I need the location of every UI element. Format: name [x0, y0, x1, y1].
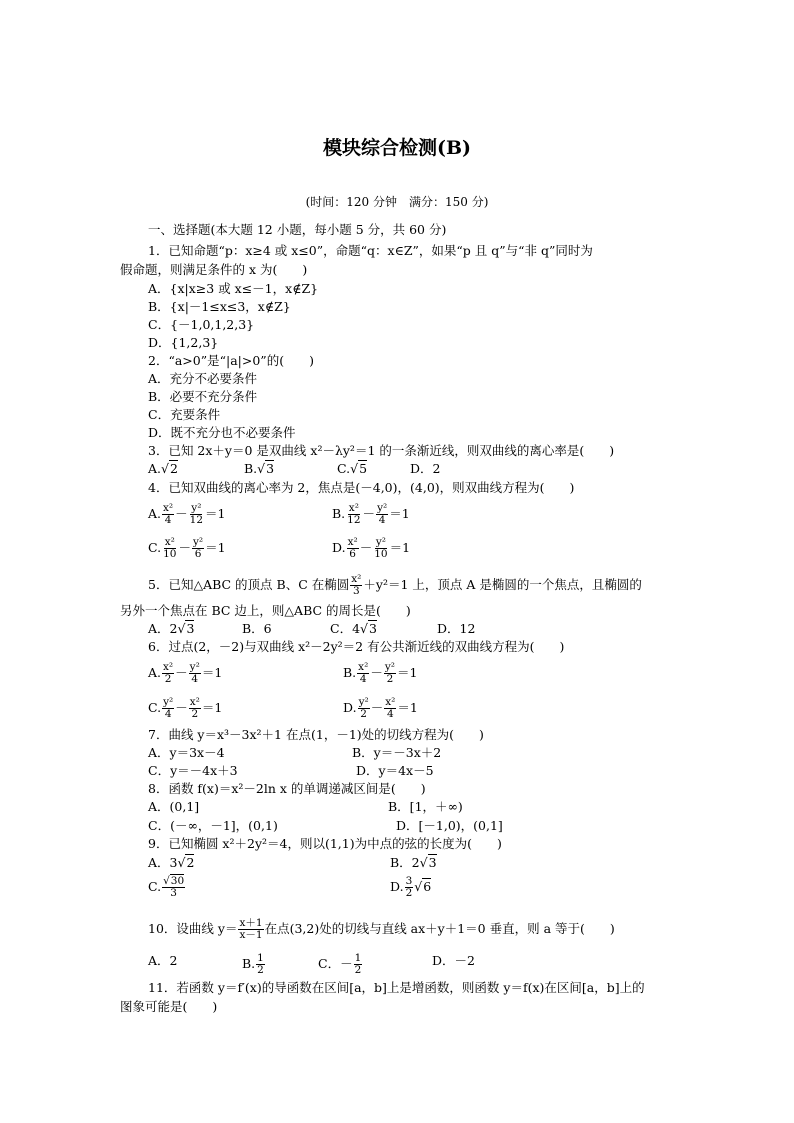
q2-option-d: D．既不充分也不必要条件 [148, 425, 296, 440]
q5-option-a: A．2√3 [148, 621, 195, 636]
q9-option-a: A．3√2 [148, 855, 195, 870]
q10-frac: $\frac{x+1}{x-1}$ [239, 917, 263, 941]
q4-a-label: A. [148, 506, 162, 521]
q4-option-d: D. $\frac{\text{x²}}{6}$ － $\frac{\text{y²}}{10}$ ＝1 [332, 536, 411, 560]
q7-stem: 7．曲线 y＝x³－3x²＋1 在点(1，－1)处的切线方程为( ) [148, 727, 484, 742]
q9-c-frac: $\frac{√30}{3}$ [163, 875, 185, 899]
q3-option-c: C.√5 [337, 461, 368, 476]
q4-option-b: B. $\frac{\text{x²}}{12}$ － $\frac{\text{y²}}{4}$ ＝1 [332, 502, 410, 526]
q9-option-b: B．2√3 [390, 855, 437, 870]
q8-option-a: A．(0,1] [148, 799, 200, 814]
q6-a-frac1: $\frac{\text{x²}}{2}$ [163, 661, 174, 685]
q4-d-label: D. [332, 540, 346, 555]
q6-c-frac1: $\frac{\text{y²}}{4}$ [163, 696, 174, 720]
q1-option-c: C．{－1,0,1,2,3} [148, 317, 255, 332]
q4-c-label: C. [148, 540, 162, 555]
q8-option-d: D．[－1,0)，(0,1] [396, 818, 503, 833]
q6-d-frac2: $\frac{\text{x²}}{4}$ [385, 696, 396, 720]
q4-stem: 4．已知双曲线的离心率为 2，焦点是(－4,0)，(4,0)，则双曲线方程为( ) [148, 480, 575, 495]
q5-stem-line2: 另外一个焦点在 BC 边上，则△ABC 的周长是( ) [120, 603, 411, 618]
q11-stem-line2: 图象可能是( ) [120, 999, 218, 1014]
q10-c-frac: $\frac{1}{2}$ [354, 952, 362, 976]
q4-c-frac2: $\frac{\text{y²}}{6}$ [192, 536, 204, 560]
q2-stem: 2．“a>0”是“|a|>0”的( ) [148, 353, 314, 368]
q8-stem: 8．函数 f(x)＝x²－2ln x 的单调递减区间是( ) [148, 781, 426, 796]
q4-option-c: C. $\frac{\text{x²}}{10}$ － $\frac{\text{y²}}{6}$ ＝1 [148, 536, 226, 560]
q11-stem-line1: 11．若函数 y＝f′(x)的导函数在区间[a，b]上是增函数，则函数 y＝f(x)在区间[a，b]上的 [148, 980, 645, 995]
q4-d-frac2: $\frac{\text{y²}}{10}$ [374, 536, 388, 560]
q1-option-a: A．{x|x≥3 或 x≤－1，x∉Z} [148, 281, 319, 296]
section-heading: 一、选择题(本大题 12 小题，每小题 5 分，共 60 分) [148, 222, 447, 237]
q4-a-frac2: $\frac{\text{y²}}{12}$ [189, 502, 204, 526]
q7-option-c: C．y＝－4x＋3 [148, 763, 238, 778]
q6-option-a: A. $\frac{\text{x²}}{2}$ － $\frac{\text{y²}}{4}$ ＝1 [148, 661, 223, 685]
q10-option-a: A．2 [148, 953, 178, 968]
q2-option-a: A．充分不必要条件 [148, 371, 258, 386]
q4-b-frac2: $\frac{\text{y²}}{4}$ [377, 502, 388, 526]
q10-option-d: D．－2 [432, 953, 475, 968]
q1-stem-line1: 1．已知命题“p：x≥4 或 x≤0”，命题“q：x∈Z”，如果“p 且 q”与“非 q”同时为 [148, 243, 593, 258]
q3-b-label: B. [244, 461, 258, 476]
q6-d-frac1: $\frac{\text{y²}}{2}$ [358, 696, 369, 720]
q4-d-frac1: $\frac{\text{x²}}{6}$ [347, 536, 358, 560]
q6-option-d: D. $\frac{\text{y²}}{2}$ － $\frac{\text{x²}}{4}$ ＝1 [343, 696, 418, 720]
q1-option-d: D．{1,2,3} [148, 335, 219, 350]
q3-a-label: A. [148, 461, 162, 476]
q10-b-frac: $\frac{1}{2}$ [257, 952, 264, 976]
q7-option-a: A．y＝3x－4 [148, 745, 225, 760]
q6-a-frac2: $\frac{\text{y²}}{4}$ [189, 661, 200, 685]
q8-option-c: C．(－∞，－1]，(0,1) [148, 818, 278, 833]
q10-stem: 10．设曲线 y＝ $\frac{x+1}{x-1}$ 在点(3,2)处的切线与直线 ax＋y＋1＝0 垂直，则 a 等于( ) [148, 917, 615, 941]
q2-option-b: B．必要不充分条件 [148, 389, 258, 404]
q2-option-c: C．充要条件 [148, 407, 221, 422]
q7-option-b: B．y＝－3x＋2 [352, 745, 442, 760]
q3-c-label: C. [337, 461, 351, 476]
q4-b-label: B. [332, 506, 346, 521]
q10-option-b: B. $\frac{1}{2}$ [242, 952, 264, 976]
exam-info: (时间：120 分钟 满分：150 分) [305, 195, 489, 209]
q3-option-a: A.√2 [148, 461, 178, 476]
q3-option-d: D．2 [410, 461, 441, 476]
q7-option-d: D．y＝4x－5 [356, 763, 434, 778]
q5-option-c: C．4√3 [330, 621, 377, 636]
q9-d-frac: $\frac{3}{2}$ [405, 875, 413, 899]
q3-stem: 3．已知 2x＋y＝0 是双曲线 x²－λy²＝1 的一条渐近线，则双曲线的离心率是( ) [148, 443, 615, 458]
q4-c-frac1: $\frac{\text{x²}}{10}$ [163, 536, 177, 560]
q3-option-b: B.√3 [244, 461, 275, 476]
q10-option-c: C．－ $\frac{1}{2}$ [318, 952, 362, 976]
q5-option-d: D．12 [437, 621, 476, 636]
q4-b-frac1: $\frac{\text{x²}}{12}$ [347, 502, 361, 526]
q3-b-radicand: 3 [266, 461, 275, 476]
q6-option-c: C. $\frac{\text{y²}}{4}$ － $\frac{\text{x²}}{2}$ ＝1 [148, 696, 223, 720]
page-title: 模块综合检测(B) [322, 137, 472, 159]
q6-option-b: B. $\frac{\text{x²}}{4}$ － $\frac{\text{y²}}{2}$ ＝1 [343, 661, 418, 685]
q4-a-frac1: $\frac{\text{x²}}{4}$ [163, 502, 174, 526]
q5-option-b: B．6 [242, 621, 272, 636]
q8-option-b: B．[1，＋∞) [388, 799, 463, 814]
q3-a-radicand: 2 [169, 461, 178, 476]
q5-stem-line1: 5．已知△ABC 的顶点 B、C 在椭圆 $\frac{\text{x²}}{3}$ ＋y²＝1 上，顶点 A 是椭圆的一个焦点，且椭圆的 [148, 573, 642, 597]
q1-option-b: B．{x|－1≤x≤3，x∉Z} [148, 299, 291, 314]
q1-stem-line2: 假命题，则满足条件的 x 为( ) [120, 262, 308, 277]
q9-stem: 9．已知椭圆 x²＋2y²＝4，则以(1,1)为中点的弦的长度为( ) [148, 836, 502, 851]
q9-option-c: C. $\frac{√30}{3}$ [148, 875, 185, 899]
q9-option-d: D. $\frac{3}{2}$ √6 [390, 875, 432, 899]
q6-c-frac2: $\frac{\text{x²}}{2}$ [189, 696, 200, 720]
q6-stem: 6．过点(2，－2)与双曲线 x²－2y²＝2 有公共渐近线的双曲线方程为( ) [148, 639, 565, 654]
q5-frac: $\frac{\text{x²}}{3}$ [351, 573, 362, 597]
q6-b-frac1: $\frac{\text{x²}}{4}$ [358, 661, 369, 685]
q4-option-a: A. $\frac{\text{x²}}{4}$ － $\frac{\text{y²}}{12}$ ＝1 [148, 502, 226, 526]
q3-c-radicand: 5 [359, 461, 368, 476]
q6-b-frac2: $\frac{\text{y²}}{2}$ [384, 661, 395, 685]
